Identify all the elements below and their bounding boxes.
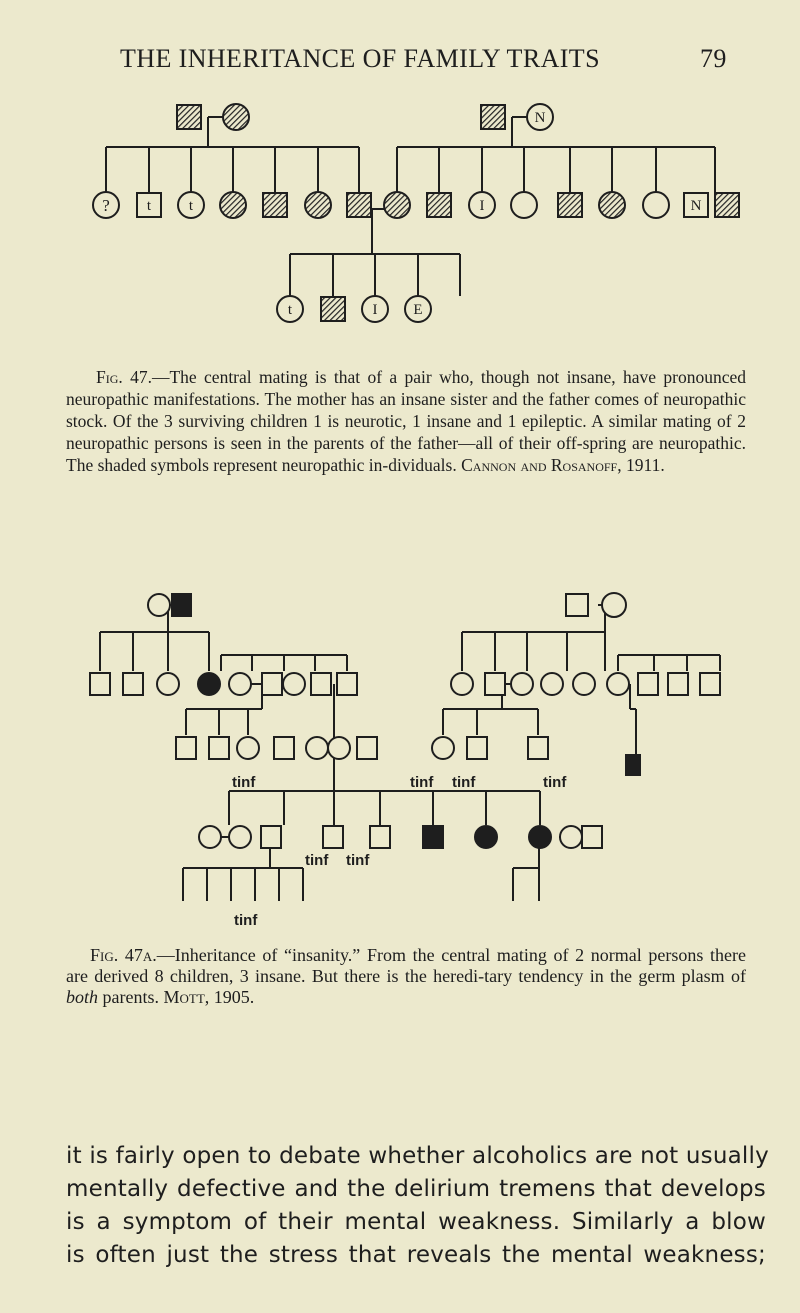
- sibling-5-symbol: [263, 193, 287, 217]
- body-line: it is fairly open to debate whether alcoholics are not usually: [66, 1143, 769, 1169]
- gen3-5-symbol: [306, 737, 328, 759]
- gen2-right-8-symbol: [668, 673, 688, 695]
- neurotic-letter: N: [534, 110, 546, 126]
- died-letter: t: [287, 302, 293, 318]
- gen3-1-symbol: [176, 737, 196, 759]
- died-letter: t: [146, 198, 152, 214]
- gen3-8-symbol: [432, 737, 454, 759]
- gen2-left-5-symbol: [229, 673, 251, 695]
- body-paragraph: [66, 1140, 769, 1272]
- tinf-label: tinf: [543, 774, 567, 791]
- running-head-title: THE INHERITANCE OF FAMILY TRAITS: [120, 44, 600, 73]
- gen2-right-9-symbol: [700, 673, 720, 695]
- gen4-7-symbol: [475, 826, 497, 848]
- body-line: is a symptom of their mental weakness. Similarly a blow: [66, 1209, 766, 1235]
- gen2-right-4-symbol: [541, 673, 563, 695]
- child-2-symbol: [321, 297, 345, 321]
- grandmother-left-symbol: [148, 594, 170, 616]
- gen2-left-4-symbol: [198, 673, 220, 695]
- grandfather-right-symbol: [481, 105, 505, 129]
- gen2-left-6-symbol: [262, 673, 282, 695]
- grandfather-left-symbol: [172, 594, 191, 616]
- tinf-label: tinf: [410, 774, 434, 791]
- figure-47-caption: [66, 366, 746, 476]
- gen3-6-symbol: [328, 737, 350, 759]
- gen2-left-2-symbol: [123, 673, 143, 695]
- unknown-letter: ?: [102, 196, 110, 215]
- gen4-1-symbol: [199, 826, 221, 848]
- insane-letter: I: [372, 302, 378, 318]
- body-line: mentally defective and the delirium tremens that develops: [66, 1176, 766, 1202]
- tinf-label: tinf: [452, 774, 476, 791]
- figure-47-authors: Cannon and Rosanoff: [461, 455, 618, 475]
- sibling-6-symbol: [305, 192, 331, 218]
- figure-47a-caption: [66, 945, 746, 1008]
- tinf-label: tinf: [305, 852, 329, 869]
- sibling-13-symbol: [643, 192, 669, 218]
- gen2-right-5-symbol: [573, 673, 595, 695]
- page-number: 79: [700, 44, 727, 73]
- epileptic-letter: E: [413, 302, 423, 318]
- figure-47a-emphasis: both: [66, 987, 99, 1007]
- gen3-9-symbol: [467, 737, 487, 759]
- gen4-4-symbol: [323, 826, 343, 848]
- figure-47-label: Fig. 47.: [96, 367, 152, 387]
- gen2-left-3-symbol: [157, 673, 179, 695]
- figure-47a-caption-text-end: parents.: [98, 987, 159, 1007]
- gen2-right-2-symbol: [485, 673, 505, 695]
- sibling-4-symbol: [220, 192, 246, 218]
- gen2-right-6-symbol: [607, 673, 629, 695]
- grandfather-left-symbol: [177, 105, 201, 129]
- died-letter: t: [188, 198, 194, 214]
- figure-47a-caption-text: —Inheritance of “insanity.” From the central mating of 2 normal persons there are derived 8 children, 3 insane. But there is the heredi-tary tendency in the germ plasm of: [66, 945, 746, 986]
- gen2-right-1-symbol: [451, 673, 473, 695]
- sibling-10-symbol: [511, 192, 537, 218]
- gen2-right-7-symbol: [638, 673, 658, 695]
- gen4-6-symbol: [423, 826, 443, 848]
- insane-letter: I: [479, 198, 485, 214]
- mother-symbol: [384, 192, 410, 218]
- father-symbol: [347, 193, 371, 217]
- gen2-right-3-symbol: [511, 673, 533, 695]
- tinf-label: tinf: [234, 912, 258, 929]
- gen2-left-8-symbol: [311, 673, 331, 695]
- figure-47a-label: Fig. 47a.: [90, 945, 157, 965]
- grandmother-left-symbol: [223, 104, 249, 130]
- tinf-label: tinf: [346, 852, 370, 869]
- body-line: is often just the stress that reveals the mental weakness;: [66, 1242, 766, 1268]
- gen3-2-symbol: [209, 737, 229, 759]
- figure-47a-author: Mott: [163, 987, 205, 1007]
- gen4-10-symbol: [582, 826, 602, 848]
- figure-47-caption-text: —The central mating is that of a pair who, though not insane, have pronounced neuropathic manifestations. The mother has an insane sister and the father comes of neuropathic stock. Of the 3 surviving children 1 is neurotic, 1 insane and 1 epileptic. A similar mating of 2 neuropathic persons is seen in the parents of the father—all of their off-spring are neuropathic. The shaded symbols represent neuropathic in-dividuals.: [66, 367, 746, 475]
- gen3-10-symbol: [528, 737, 548, 759]
- gen4-3-symbol: [261, 826, 281, 848]
- grandfather-right-symbol: [566, 594, 588, 616]
- figure-47-pedigree-chart: [0, 84, 800, 344]
- gen3-11-symbol: [626, 755, 640, 775]
- grandmother-right-symbol: [602, 593, 626, 617]
- figure-47-year: , 1911.: [617, 455, 665, 475]
- gen4-5-symbol: [370, 826, 390, 848]
- figure-47a-year: , 1905.: [204, 987, 255, 1007]
- gen4-9-symbol: [560, 826, 582, 848]
- gen3-4-symbol: [274, 737, 294, 759]
- sibling-8-symbol: [427, 193, 451, 217]
- sibling-12-symbol: [599, 192, 625, 218]
- gen3-7-symbol: [357, 737, 377, 759]
- gen2-left-9-symbol: [337, 673, 357, 695]
- gen2-left-7-symbol: [283, 673, 305, 695]
- gen4-8-symbol: [529, 826, 551, 848]
- gen2-left-1-symbol: [90, 673, 110, 695]
- tinf-label: tinf: [232, 774, 256, 791]
- sibling-11-symbol: [558, 193, 582, 217]
- gen4-2-symbol: [229, 826, 251, 848]
- gen3-3-symbol: [237, 737, 259, 759]
- figure-47a-pedigree-chart: [0, 585, 800, 935]
- sibling-15-symbol: [715, 193, 739, 217]
- neurotic-letter: N: [690, 198, 702, 214]
